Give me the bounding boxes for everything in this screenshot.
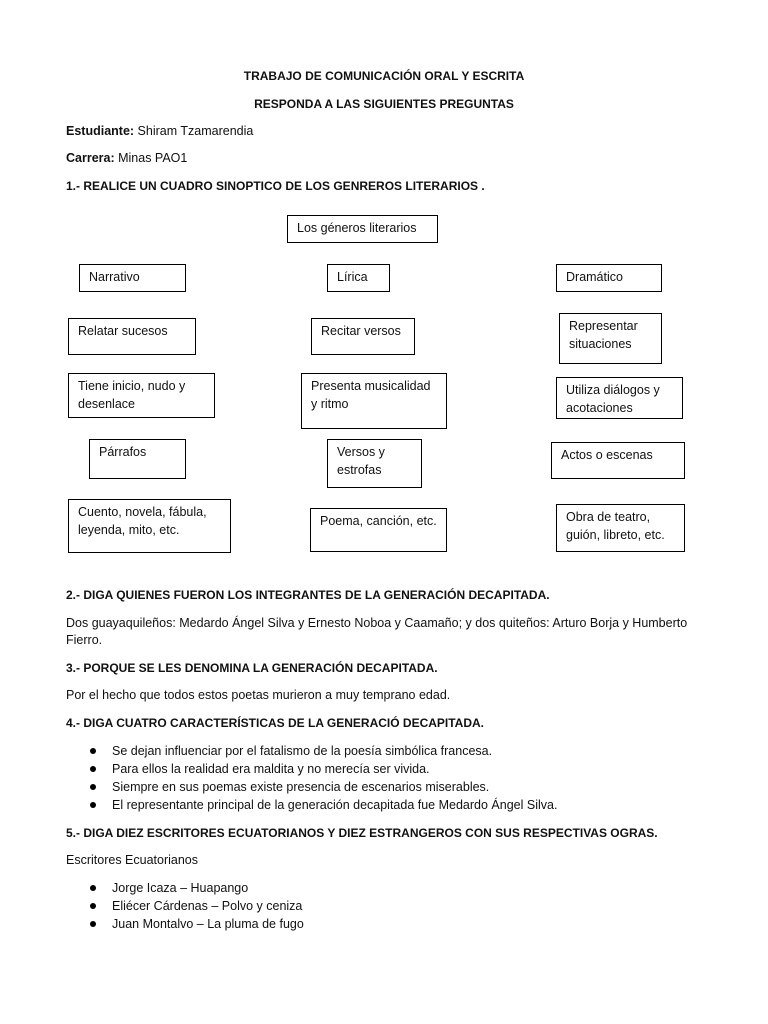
list-item: Jorge Icaza – Huapango bbox=[66, 879, 304, 897]
document-subtitle: RESPONDA A LAS SIGUIENTES PREGUNTAS bbox=[254, 97, 514, 111]
student-label: Estudiante: bbox=[66, 124, 135, 138]
question-2-heading: 2.- DIGA QUIENES FUERON LOS INTEGRANTES DE LA GENERACIÓN DECAPITADA. bbox=[66, 588, 550, 602]
diagram-root-box: Los géneros literarios bbox=[287, 215, 438, 243]
narrativo-examples-box: Cuento, novela, fábula, leyenda, mito, etc. bbox=[68, 499, 231, 553]
career-line bbox=[66, 151, 187, 165]
dramatico-examples-box: Obra de teatro, guión, libreto, etc. bbox=[556, 504, 685, 552]
career-value: Minas PAO1 bbox=[114, 151, 188, 165]
list-item: Siempre en sus poemas existe presencia de escenarios miserables. bbox=[66, 778, 557, 796]
lirica-purpose-box: Recitar versos bbox=[311, 318, 415, 355]
narrativo-form-box: Párrafos bbox=[89, 439, 186, 479]
question-5-heading: 5.- DIGA DIEZ ESCRITORES ECUATORIANOS Y DIEZ ESTRANGEROS CON SUS RESPECTIVAS OGRAS. bbox=[66, 826, 658, 840]
document-title: TRABAJO DE COMUNICACIÓN ORAL Y ESCRITA bbox=[243, 69, 525, 83]
lirica-form-box: Versos y estrofas bbox=[327, 439, 422, 488]
lirica-title-box: Lírica bbox=[327, 264, 390, 292]
list-item: Se dejan influenciar por el fatalismo de la poesía simbólica francesa. bbox=[66, 742, 557, 760]
career-label: Carrera: bbox=[66, 151, 115, 165]
dramatico-title-box: Dramático bbox=[556, 264, 662, 292]
question-5-list bbox=[66, 879, 304, 933]
list-item: El representante principal de la generación decapitada fue Medardo Ángel Silva. bbox=[66, 796, 557, 814]
list-item: Juan Montalvo – La pluma de fugo bbox=[66, 915, 304, 933]
dramatico-purpose-box: Representar situaciones bbox=[559, 313, 662, 364]
student-line bbox=[66, 124, 253, 138]
student-value: Shiram Tzamarendia bbox=[134, 124, 254, 138]
question-3-heading: 3.- PORQUE SE LES DENOMINA LA GENERACIÓN DECAPITADA. bbox=[66, 661, 438, 675]
question-5-subheading: Escritores Ecuatorianos bbox=[66, 853, 199, 867]
question-4-heading: 4.- DIGA CUATRO CARACTERÍSTICAS DE LA GENERACIÓ DECAPITADA. bbox=[66, 716, 485, 730]
narrativo-structure-box: Tiene inicio, nudo y desenlace bbox=[68, 373, 215, 418]
dramatico-structure-box: Utiliza diálogos y acotaciones bbox=[556, 377, 683, 419]
question-2-answer: Dos guayaquileños: Medardo Ángel Silva y Ernesto Noboa y Caamaño; y dos quiteños: Arturo Borja y Humberto Fierro. bbox=[66, 616, 688, 647]
narrativo-title-box: Narrativo bbox=[79, 264, 186, 292]
narrativo-purpose-box: Relatar sucesos bbox=[68, 318, 196, 355]
lirica-examples-box: Poema, canción, etc. bbox=[310, 508, 447, 552]
dramatico-form-box: Actos o escenas bbox=[551, 442, 685, 479]
question-1-heading: 1.- REALICE UN CUADRO SINOPTICO DE LOS GENREROS LITERARIOS . bbox=[66, 179, 485, 193]
question-4-list bbox=[66, 742, 557, 814]
lirica-structure-box: Presenta musicalidad y ritmo bbox=[301, 373, 447, 429]
list-item: Para ellos la realidad era maldita y no merecía ser vivida. bbox=[66, 760, 557, 778]
question-3-answer: Por el hecho que todos estos poetas murieron a muy temprano edad. bbox=[66, 688, 451, 702]
list-item: Eliécer Cárdenas – Polvo y ceniza bbox=[66, 897, 304, 915]
